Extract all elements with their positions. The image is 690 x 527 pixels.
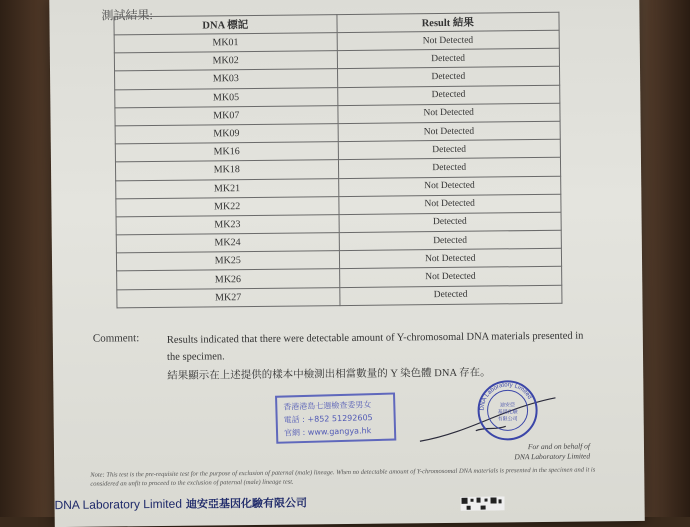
marker-cell: MK27 (117, 287, 340, 308)
comment-text-chinese: 結果顯示在上述提供的樣本中檢測出相當數量的 Y 染色體 DNA 存在。 (167, 367, 491, 382)
result-cell: Detected (337, 85, 560, 106)
result-cell: Detected (339, 230, 562, 251)
column-header-marker: DNA 標記 (114, 15, 337, 35)
result-cell: Not Detected (338, 176, 561, 197)
lab-report-page (49, 0, 645, 527)
comment-text: Results indicated that there were detectable amount of Y-chromosomal DNA materials presented in the specimen. (166, 330, 584, 363)
footer-brand-en: DNA Laboratory Limited (54, 496, 183, 513)
result-cell: Not Detected (338, 121, 561, 142)
marker-cell: MK16 (115, 142, 338, 163)
marker-cell: MK02 (114, 51, 337, 72)
marker-cell: MK26 (117, 269, 340, 290)
marker-cell: MK01 (114, 33, 337, 54)
result-heading: 測試結果: (101, 8, 153, 23)
marker-cell: MK03 (115, 69, 338, 90)
result-cell: Detected (339, 285, 562, 306)
marker-cell: MK07 (115, 105, 338, 126)
table-row (117, 285, 562, 308)
result-cell: Detected (338, 139, 561, 160)
marker-cell: MK05 (115, 87, 338, 108)
results-table-body (114, 30, 562, 307)
laboratory-seal (475, 378, 540, 443)
footer-brand (54, 494, 307, 513)
result-cell: Not Detected (339, 249, 562, 270)
marker-cell: MK09 (115, 124, 338, 145)
qr-code-icon (460, 496, 504, 510)
result-cell: Detected (337, 48, 560, 69)
result-cell: Not Detected (339, 267, 562, 288)
result-cell: Not Detected (337, 30, 560, 51)
svg-text:有限公司: 有限公司 (497, 416, 518, 423)
behalf-line-2: DNA Laboratory Limited (514, 451, 591, 462)
marker-cell: MK18 (115, 160, 338, 181)
footer-brand-cn: 迪安亞基因化驗有限公司 (185, 497, 308, 511)
stamp-line-website: 官網 : www.gangya.hk (283, 426, 372, 438)
comment-label: Comment: (92, 332, 140, 345)
on-behalf-block (490, 441, 590, 462)
footnote: Note: This test is the pre-requisite test for the purpose of exclusion of paternal (male) lineage. When no detectable amount of Y-chromosomal DNA materials is presented in the specimen and it is considered an unfit to proceed to the exclusion of paternal (male) lineage test. (90, 466, 596, 488)
column-header-result: Result 結果 (336, 12, 559, 32)
svg-text:基因化驗: 基因化驗 (497, 409, 518, 416)
results-table (113, 12, 562, 308)
result-cell: Detected (337, 67, 560, 88)
svg-text:迪安亞: 迪安亞 (500, 402, 516, 409)
result-cell: Not Detected (338, 194, 561, 215)
marker-cell: MK24 (116, 233, 339, 254)
result-cell: Not Detected (337, 103, 560, 124)
result-cell: Detected (338, 158, 561, 179)
stamp-line-phone: 電話 : +852 51292605 (283, 413, 373, 425)
marker-cell: MK23 (116, 214, 339, 235)
marker-cell: MK22 (116, 196, 339, 217)
marker-cell: MK25 (116, 251, 339, 272)
behalf-line-1: For and on behalf of (527, 441, 591, 452)
contact-stamp (275, 392, 396, 443)
stamp-line-title: 香港港島七週檢查委男女 (283, 400, 372, 412)
seal-arc-text: DNA Laboratory Limited (479, 382, 533, 411)
result-cell: Detected (339, 212, 562, 233)
marker-cell: MK21 (116, 178, 339, 199)
